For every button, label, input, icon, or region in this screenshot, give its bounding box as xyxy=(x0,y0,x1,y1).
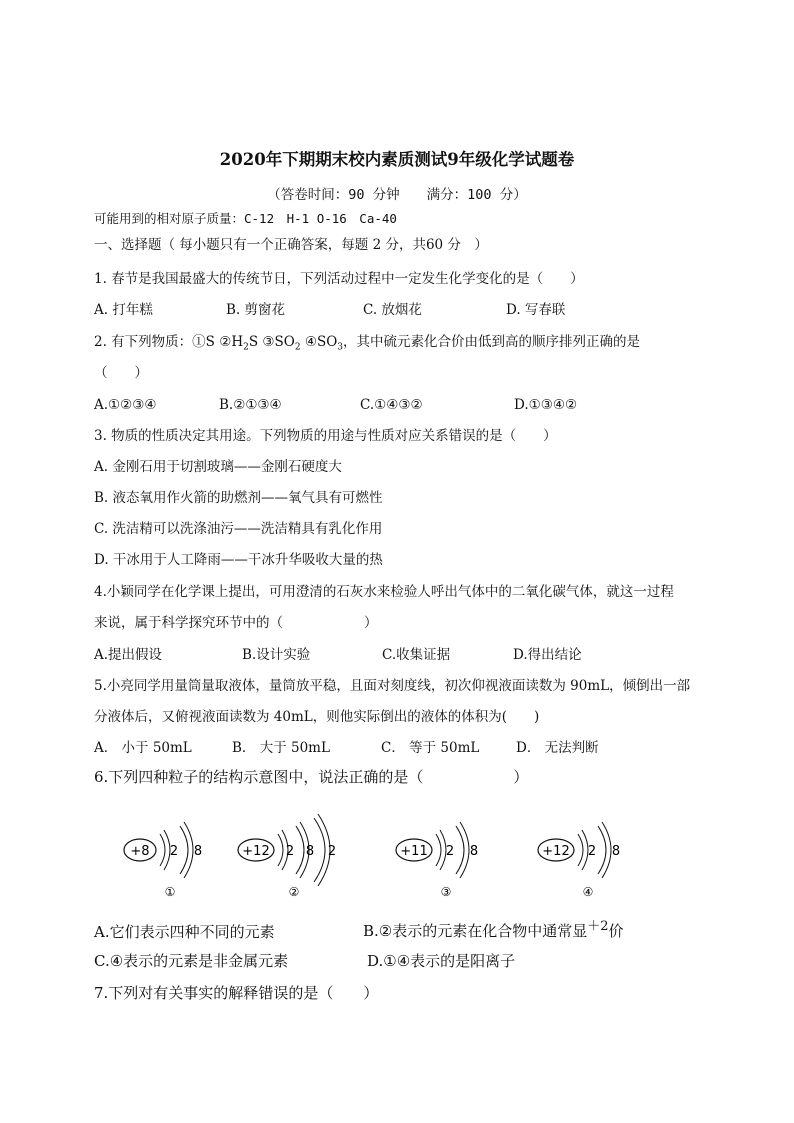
q4-option-b: B.设计实验 xyxy=(242,647,311,663)
atom-2-nucleus: +12 xyxy=(242,844,270,859)
q2-substance-2: ②H xyxy=(219,334,244,350)
atom-3-label: ③ xyxy=(440,885,452,899)
page-title: 2020年下期期末校内素质测试9年级化学试题卷 xyxy=(219,150,575,169)
q4-stem-line1: 4.小颖同学在化学课上提出，可用澄清的石灰水来检验人呼出气体中的二氧化碳气体，就这一过程 xyxy=(94,584,674,600)
q2-substance-4: ④SO xyxy=(304,334,338,350)
q3-option-b: B. 液态氧用作火箭的助燃剂——氧气具有可燃性 xyxy=(94,490,383,506)
q5-option-b: B． 大于 50mL xyxy=(232,740,330,756)
q1-option-d: D. 写春联 xyxy=(506,302,566,318)
atom-4-shell-1: 2 xyxy=(587,844,597,859)
q1-option-c: C. 放烟花 xyxy=(363,302,422,318)
q6-option-b xyxy=(363,918,624,940)
q6-option-b-suffix: 价 xyxy=(608,922,624,940)
atomic-mass-line: 可能用到的相对原子质量：C-12 H-1 O-16 Ca-40 xyxy=(94,211,397,226)
q3-stem: 3. 物质的性质决定其用途。下列物质的用途与性质对应关系错误的是（ ） xyxy=(94,428,557,444)
atom-2-shell-2: 8 xyxy=(305,844,315,859)
atom-3-shell-1: 2 xyxy=(445,844,455,859)
atom-1-shell-1: 2 xyxy=(169,844,179,859)
q2-substance-3: ③SO xyxy=(262,334,295,350)
atom-diagram-2 xyxy=(236,812,356,906)
q3-option-a: A. 金刚石用于切割玻璃——金刚石硬度大 xyxy=(94,459,342,475)
atom-1-label: ① xyxy=(164,885,176,899)
q6-option-a: A.它们表示四种不同的元素 xyxy=(94,923,275,941)
q3-option-d: D. 干冰用于人工降雨——干冰升华吸收大量的热 xyxy=(94,552,383,568)
atom-diagram-1 xyxy=(118,812,228,906)
section-heading: 一、选择题（ 每小题只有一个正确答案，每题 2 分，共60 分 ） xyxy=(94,237,488,253)
atom-4-label: ④ xyxy=(582,885,594,899)
q5-stem-line1: 5.小亮同学用量筒量取液体，量筒放平稳，且面对刻度线，初次仰视液面读数为 90mL，倾倒出一部 xyxy=(94,678,691,694)
atom-4-nucleus: +12 xyxy=(542,844,570,859)
q6-option-c: C.④表示的元素是非金属元素 xyxy=(94,952,289,970)
q1-option-a: A. 打年糕 xyxy=(94,302,153,318)
q6-option-b-prefix: B.②表示的元素在化合物中通常显 xyxy=(363,922,588,940)
q2-option-a: A.①②③④ xyxy=(94,397,157,413)
q2-stem-suffix: ，其中硫元素化合价由低到高的顺序排列正确的是 xyxy=(343,334,640,350)
atom-3-nucleus: +11 xyxy=(400,844,428,859)
atom-diagram-4 xyxy=(536,812,646,906)
q1-stem: 1. 春节是我国最盛大的传统节日，下列活动过程中一定发生化学变化的是（ ） xyxy=(94,271,584,287)
q4-option-d: D.得出结论 xyxy=(513,647,582,663)
exam-subtitle: （答卷时间：90 分钟 满分：100 分） xyxy=(267,187,527,203)
q4-option-c: C.收集证据 xyxy=(382,647,451,663)
q6-stem: 6.下列四种粒子的结构示意图中，说法正确的是（ ） xyxy=(94,768,529,786)
q5-option-a: A． 小于 50mL xyxy=(94,740,192,756)
atom-3-shell-2: 8 xyxy=(469,844,479,859)
atom-2-shell-3: 2 xyxy=(327,844,337,859)
atom-diagram-3 xyxy=(394,812,504,906)
q7-stem: 7.下列对有关事实的解释错误的是（ ） xyxy=(94,984,379,1002)
q2-substance-2b: S xyxy=(248,334,259,350)
q6-option-d: D.①④表示的是阳离子 xyxy=(367,952,516,970)
q5-option-d: D． 无法判断 xyxy=(516,740,599,756)
q4-stem-line2: 来说，属于科学探究环节中的（ ） xyxy=(94,615,378,631)
q6-option-b-valence: ＋2 xyxy=(587,919,609,934)
q5-option-c: C． 等于 50mL xyxy=(381,740,480,756)
atom-4-shell-2: 8 xyxy=(611,844,621,859)
atom-1-shell-2: 8 xyxy=(193,844,203,859)
q2-substance-1: ①S xyxy=(192,334,215,350)
q2-option-d: D.①③④② xyxy=(514,397,578,413)
q1-option-b: B. 剪窗花 xyxy=(226,302,286,318)
q5-stem-line2: 分液体后，又俯视液面读数为 40mL，则他实际倒出的液体的体积为( ) xyxy=(94,709,540,725)
q4-option-a: A.提出假设 xyxy=(94,647,163,663)
q2-option-b: B.②①③④ xyxy=(219,397,282,413)
q2-stem-prefix: 2. 有下列物质： xyxy=(94,334,193,350)
q3-option-c: C. 洗洁精可以洗涤油污——洗洁精具有乳化作用 xyxy=(94,521,383,537)
q2-option-c: C.①④③② xyxy=(360,397,423,413)
q2-stem: 2. 有下列物质：①S $②H_2S$ $③SO_2$ $④SO_3$，其中硫元素化合价由低到高的顺序排列正确的是 xyxy=(94,334,640,353)
atom-1-nucleus: +8 xyxy=(130,844,150,859)
q2-stem-line2: （ ） xyxy=(94,365,148,381)
atom-2-label: ② xyxy=(288,885,300,899)
atom-2-shell-1: 2 xyxy=(285,844,295,859)
